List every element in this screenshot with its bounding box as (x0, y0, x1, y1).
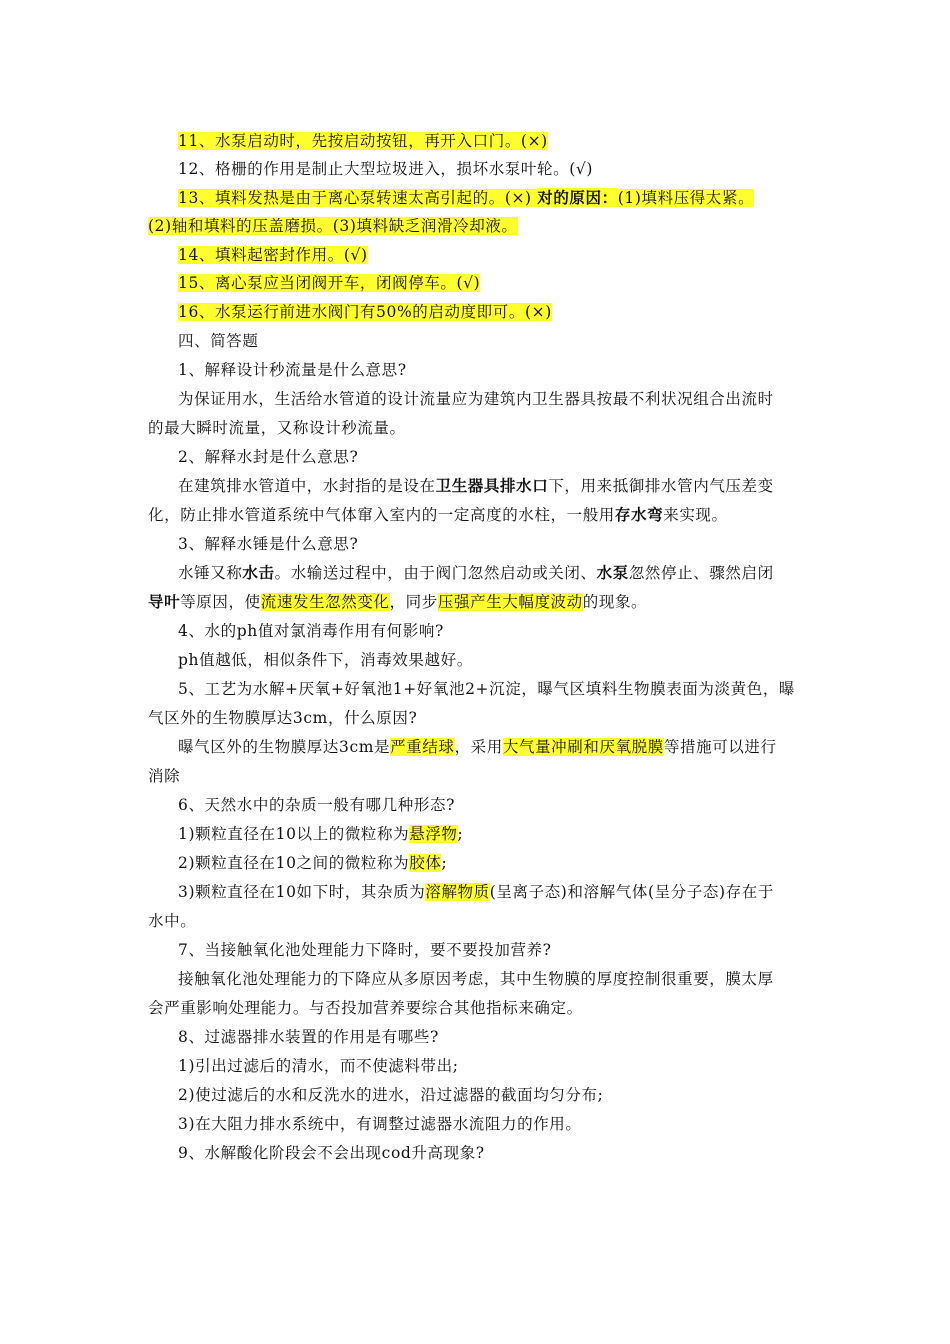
answer-5-line-1: 曝气区外的生物膜厚达3cm是严重结球，采用大气量冲刷和厌氧脱膜等措施可以进行 (178, 738, 777, 756)
answer-3-line-2: 导叶等原因，使流速发生忽然变化，同步压强产生大幅度波动的现象。 (148, 592, 648, 611)
answer-2-line-2: 化，防止排水管道系统中气体窜入室内的一定高度的水柱，一般用存水弯来实现。 (148, 505, 728, 524)
tf-item-13: 13、填料发热是由于离心泵转速太高引起的。(×) 对的原因：(1)填料压得太紧。 (178, 188, 755, 207)
answer-6-item-2: 2)颗粒直径在10之间的微粒称为胶体; (178, 854, 448, 872)
question-3: 3、解释水锤是什么意思? (178, 535, 359, 553)
question-4: 4、水的ph值对氯消毒作用有何影响? (178, 622, 444, 640)
tf-item-13-continuation: (2)轴和填料的压盖磨损。(3)填料缺乏润滑冷却液。 (148, 217, 518, 235)
answer-2-line-1: 在建筑排水管道中，水封指的是设在卫生器具排水口下，用来抵御排水管内气压差变 (178, 476, 774, 495)
answer-1-line-1: 为保证用水，生活给水管道的设计流量应为建筑内卫生器具按最不利状况组合出流时 (178, 390, 774, 408)
answer-1-line-2: 的最大瞬时流量，又称设计秒流量。 (148, 419, 406, 437)
tf-item-12: 12、格栅的作用是制止大型垃圾进入，损坏水泵叶轮。(√) (178, 160, 593, 178)
answer-6-item-3-continuation: 水中。 (148, 912, 197, 930)
question-5-line-1: 5、工艺为水解+厌氧+好氧池1+好氧池2+沉淀，曝气区填料生物膜表面为淡黄色，曝 (178, 680, 796, 698)
question-7: 7、当接触氧化池处理能力下降时，要不要投加营养? (178, 941, 552, 959)
answer-8-item-3: 3)在大阻力排水系统中，有调整过滤器水流阻力的作用。 (178, 1115, 582, 1133)
section-heading: 四、简答题 (178, 332, 259, 350)
answer-5-line-2: 消除 (148, 767, 181, 785)
tf-item-11: 11、水泵启动时，先按启动按钮，再开入口门。(×) (178, 132, 548, 150)
tf-item-15: 15、离心泵应当闭阀开车，闭阀停车。(√) (178, 274, 481, 292)
question-2: 2、解释水封是什么意思? (178, 448, 359, 466)
question-5-line-2: 气区外的生物膜厚达3cm，什么原因? (148, 709, 418, 727)
answer-8-item-1: 1)引出过滤后的清水，而不使滤料带出; (178, 1057, 459, 1075)
question-9: 9、水解酸化阶段会不会出现cod升高现象? (178, 1144, 485, 1162)
answer-6-item-3: 3)颗粒直径在10如下时，其杂质为溶解物质(呈离子态)和溶解气体(呈分子态)存在于 (178, 883, 774, 901)
answer-3-line-1: 水锤又称水击。水输送过程中，由于阀门忽然启动或关闭、水泵忽然停止、骤然启闭 (178, 563, 774, 582)
question-6: 6、天然水中的杂质一般有哪几种形态? (178, 796, 455, 814)
question-8: 8、过滤器排水装置的作用是有哪些? (178, 1028, 439, 1046)
answer-4: ph值越低，相似条件下，消毒效果越好。 (178, 651, 473, 669)
answer-7-line-1: 接触氧化池处理能力的下降应从多原因考虑，其中生物膜的厚度控制很重要，膜太厚 (178, 970, 774, 988)
answer-8-item-2: 2)使过滤后的水和反洗水的进水，沿过滤器的截面均匀分布; (178, 1086, 604, 1104)
question-1: 1、解释设计秒流量是什么意思? (178, 361, 407, 379)
tf-item-14: 14、填料起密封作用。(√) (178, 246, 368, 264)
answer-7-line-2: 会严重影响处理能力。与否投加营养要综合其他指标来确定。 (148, 999, 583, 1017)
answer-6-item-1: 1)颗粒直径在10以上的微粒称为悬浮物; (178, 825, 464, 843)
tf-item-16: 16、水泵运行前进水阀门有50%的启动度即可。(×) (178, 303, 552, 321)
